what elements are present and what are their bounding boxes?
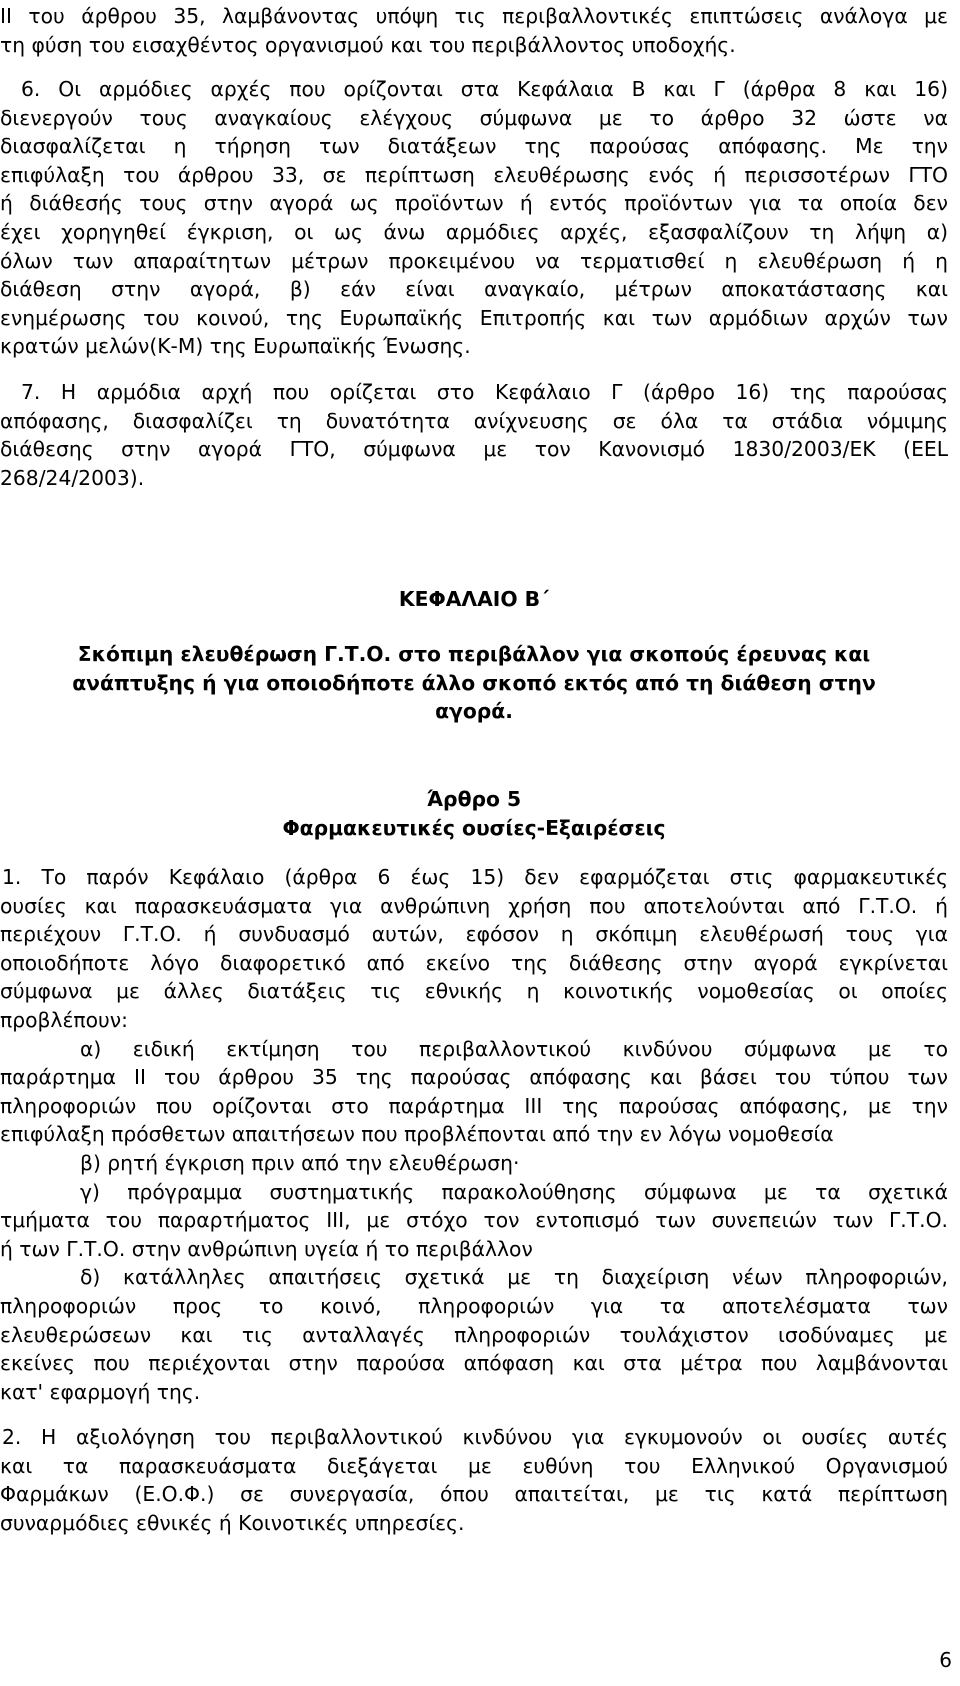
text-line: έχει χορηγηθεί έγκριση, οι ως άνω αρμόδιες αρχές, εξασφαλίζουν τη λήψη α)	[0, 219, 948, 244]
chapter-subtitle-line: Σκόπιμη ελευθέρωση Γ.Τ.Ο. στο περιβάλλον για σκοπούς έρευνας και	[77, 642, 871, 666]
text-line: διάθεση στην αγορά, β) εάν είναι αναγκαίο, μέτρων αποκατάστασης και	[0, 277, 948, 302]
article-title: Άρθρο 5	[426, 787, 522, 811]
item-d-line: εκείνες που περιέχονται στην παρούσα απόφαση και στα μέτρα που λαμβάνονται	[0, 1351, 948, 1376]
chapter-subtitle-line: ανάπτυξης ή για οποιοδήποτε άλλο σκοπό εκτός από τη διάθεση στην	[72, 670, 876, 695]
text-line: 268/24/2003).	[0, 465, 145, 490]
text-line: 6. Οι αρμόδιες αρχές που ορίζονται στα Κεφάλαια Β και Γ (άρθρα 8 και 16)	[21, 77, 948, 101]
text-line: ενημέρωσης του κοινού, της Ευρωπαϊκής Επιτροπής και των αρμόδιων αρχών των	[0, 305, 948, 330]
item-c-line: γ) πρόγραμμα συστηματικής παρακολούθησης σύμφωνα με τα σχετικά	[80, 1179, 948, 1204]
text-line: διασφαλίζεται η τήρηση των διατάξεων της παρούσας απόφασης. Με την	[0, 134, 948, 159]
article-paragraph-1	[0, 863, 948, 1406]
paragraph-7	[0, 378, 948, 492]
text-line: ή διάθεσής τους στην αγορά ως προϊόντων ή εντός προϊόντων για τα οποία δεν	[0, 191, 948, 216]
text-line: περιέχουν Γ.Τ.Ο. ή συνδυασμό αυτών, εφόσον η σκόπιμη ελευθέρωσή τους για	[0, 922, 948, 947]
chapter-subtitle-line: αγορά.	[435, 699, 513, 724]
text-line: προβλέπουν:	[0, 1007, 128, 1032]
item-a-line: παράρτημα ΙΙ του άρθρου 35 της παρούσας απόφασης και βάσει του τύπου των	[0, 1065, 948, 1090]
item-d-line: δ) κατάλληλες απαιτήσεις σχετικά με τη διαχείριση νέων πληροφοριών,	[80, 1265, 948, 1290]
text-line: 1. Το παρόν Κεφάλαιο (άρθρα 6 έως 15) δεν εφαρμόζεται στις φαρμακευτικές	[2, 865, 948, 889]
text-line: όλων των απαραίτητων μέτρων προκειμένου να τερματισθεί η ελευθέρωση ή η	[0, 248, 948, 273]
text-line: σύμφωνα με άλλες διατάξεις τις εθνικής η κοινοτικής νομοθεσίας οι οποίες	[0, 979, 948, 1004]
text-line: οποιοδήποτε λόγο διαφορετικό από εκείνο της διάθεσης στην αγορά εγκρίνεται	[0, 950, 948, 975]
paragraph-6	[0, 75, 948, 361]
chapter-subtitle	[0, 640, 948, 726]
item-c-line: τμήματα του παραρτήματος ΙΙΙ, με στόχο τον εντοπισμό των συνεπειών των Γ.Τ.Ο.	[0, 1208, 948, 1233]
article-paragraph-2	[0, 1423, 948, 1537]
text-line: ουσίες και παρασκευάσματα για ανθρώπινη χρήση που αποτελούνται από Γ.Τ.Ο. ή	[0, 893, 948, 918]
item-a-line: πληροφοριών που ορίζονται στο παράρτημα ΙΙΙ της παρούσας απόφασης, με την	[0, 1093, 948, 1118]
page-number: 6	[939, 1648, 952, 1672]
text-line: επιφύλαξη του άρθρου 33, σε περίπτωση ελευθέρωσης ενός ή περισσοτέρων ΓΤΟ	[0, 162, 948, 187]
article-subtitle: Φαρμακευτικές ουσίες-Εξαιρέσεις	[282, 816, 666, 840]
text-line: 2. Η αξιολόγηση του περιβαλλοντικού κινδύνου για εγκυμονούν οι ουσίες αυτές	[2, 1425, 948, 1449]
text-line: κρατών μελών(Κ-Μ) της Ευρωπαϊκής Ένωσης.	[0, 334, 471, 359]
text-line: διάθεσης στην αγορά ΓΤΟ, σύμφωνα με τον Κανονισμό 1830/2003/ΕΚ (ΕΕL	[0, 437, 948, 462]
item-a-line: α) ειδική εκτίμηση του περιβαλλοντικού κινδύνου σύμφωνα με το	[80, 1036, 948, 1061]
chapter-title: ΚΕΦΑΛΑΙΟ Β΄	[398, 587, 550, 611]
item-d-line: πληροφοριών προς το κοινό, πληροφοριών για τα αποτελέσματα των	[0, 1293, 948, 1318]
text-line: συναρμόδιες εθνικές ή Κοινοτικές υπηρεσίες.	[0, 1510, 465, 1535]
text-line: απόφασης, διασφαλίζει τη δυνατότητα ανίχνευσης σε όλα τα στάδια νόμιμης	[0, 408, 948, 433]
item-c-line: ή των Γ.Τ.Ο. στην ανθρώπινη υγεία ή το περιβάλλον	[0, 1236, 533, 1261]
item-d-line: ελευθερώσεων και τις ανταλλαγές πληροφοριών τουλάχιστον ισοδύναμες με	[0, 1322, 948, 1347]
text-line: Φαρμάκων (Ε.Ο.Φ.) σε συνεργασία, όπου απαιτείται, με τις κατά περίπτωση	[0, 1482, 948, 1507]
text-line: τη φύση του εισαχθέντος οργανισμού και του περιβάλλοντος υποδοχής.	[0, 32, 736, 57]
text-line: 7. Η αρμόδια αρχή που ορίζεται στο Κεφάλαιο Γ (άρθρο 16) της παρούσας	[21, 380, 948, 404]
item-d-line: κατ' εφαρμογή της.	[0, 1379, 201, 1404]
continuation-paragraph	[0, 2, 948, 59]
text-line: ΙΙ του άρθρου 35, λαμβάνοντας υπόψη τις περιβαλλοντικές επιπτώσεις ανάλογα με	[0, 4, 948, 28]
text-line: διενεργούν τους αναγκαίους ελέγχους σύμφωνα με το άρθρο 32 ώστε να	[0, 105, 948, 130]
item-b-line: β) ρητή έγκριση πριν από την ελευθέρωση·	[80, 1150, 520, 1175]
text-line: και τα παρασκευάσματα διεξάγεται με ευθύνη του Ελληνικού Οργανισμού	[0, 1453, 948, 1478]
item-a-line: επιφύλαξη πρόσθετων απαιτήσεων που προβλέπονται από την εν λόγω νομοθεσία	[0, 1122, 834, 1147]
